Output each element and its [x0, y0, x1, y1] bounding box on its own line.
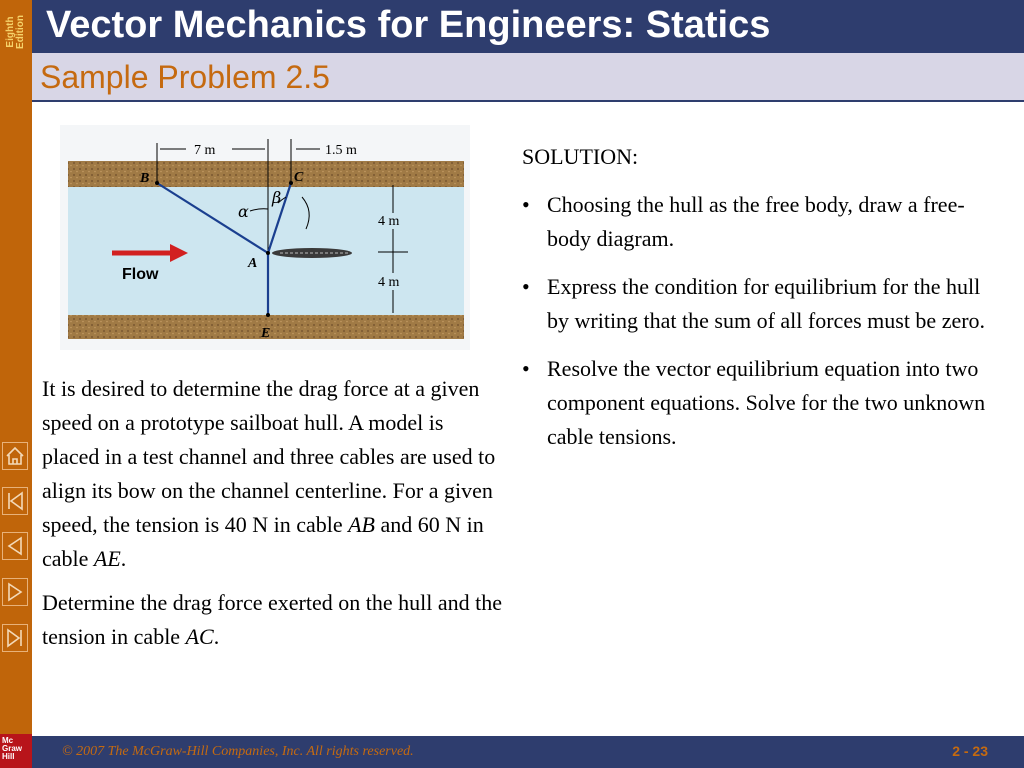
problem-text: . [213, 624, 220, 649]
solution-step: Choosing the hull as the free body, draw a free-body diagram. [547, 192, 965, 251]
solution-step: Resolve the vector equilibrium equation into two component equations. Solve for the two unknown cable tensions. [547, 356, 986, 449]
top-bank [68, 161, 464, 187]
problem-paragraph-1 [42, 372, 502, 576]
header-bar [32, 0, 1024, 52]
point-c: C [294, 170, 304, 185]
subheader-bar [32, 52, 1024, 102]
angle-beta: β [272, 188, 282, 207]
dim-upper-label: 4 m [378, 214, 400, 229]
mcgraw-hill-logo [0, 734, 32, 768]
edition-text: Eighth Edition [5, 15, 26, 49]
first-slide-icon[interactable] [2, 487, 28, 515]
footer-bar [32, 736, 1024, 768]
previous-slide-icon[interactable] [2, 532, 28, 560]
list-item [522, 188, 1002, 256]
slide-subtitle: Sample Problem 2.5 [40, 59, 330, 95]
point-a: A [248, 256, 258, 271]
solution-heading: SOLUTION: [522, 144, 639, 169]
problem-text: . [120, 546, 127, 571]
solution-list [522, 188, 1002, 454]
page-number: 2 - 23 [952, 743, 988, 759]
page-title: Vector Mechanics for Engineers: Statics [46, 4, 771, 46]
logo-text: Mc Graw Hill [2, 736, 23, 761]
problem-statement [42, 372, 502, 664]
problem-text: and 60 N in cable [42, 512, 484, 571]
dim-right-label: 1.5 m [325, 143, 357, 158]
cable-ab-ref: AB [348, 512, 375, 537]
bullet: • [522, 192, 530, 217]
flow-label: Flow [122, 266, 159, 283]
list-item [522, 270, 1002, 338]
channel-figure [60, 125, 470, 350]
home-icon[interactable] [2, 442, 28, 470]
channel-diagram [60, 125, 470, 350]
angle-alpha: α [238, 202, 249, 221]
sidebar [0, 0, 32, 768]
cable-ae-ref: AE [93, 546, 121, 571]
problem-text: Determine the drag force exerted on the hull and the tension in cable [42, 590, 502, 649]
copyright-text: © 2007 The McGraw-Hill Companies, Inc. All rights reserved. [62, 744, 414, 759]
problem-text: It is desired to determine the drag force at a given speed on a prototype sailboat hull. A model is placed in a test channel and three cables are used to align its bow on the channel centerline. For a given speed, the tension is 40 N in cable [42, 376, 496, 537]
solution-step: Express the condition for equilibrium for the hull by writing that the sum of all forces must be zero. [547, 274, 986, 333]
solution-section [522, 140, 1002, 468]
last-slide-icon[interactable] [2, 624, 28, 652]
point-e: E [261, 326, 271, 341]
cable-ac-ref: AC [185, 624, 214, 649]
dim-left-label: 7 m [194, 143, 216, 158]
dim-lower-label: 4 m [378, 275, 400, 290]
list-item [522, 352, 1002, 454]
problem-paragraph-2 [42, 586, 502, 654]
bullet: • [522, 356, 530, 381]
bullet: • [522, 274, 530, 299]
edition-label [0, 0, 32, 62]
point-b: B [140, 171, 150, 186]
next-slide-icon[interactable] [2, 578, 28, 606]
